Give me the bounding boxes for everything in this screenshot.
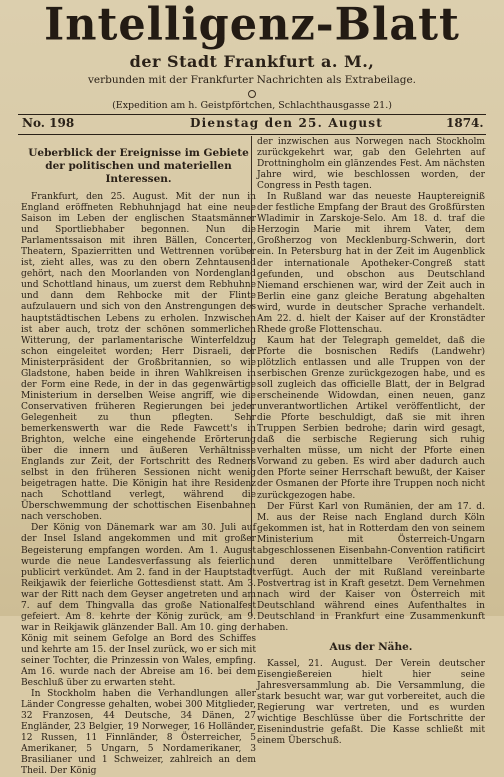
dateline-rule xyxy=(18,134,486,135)
issue-date: Dienstag den 25. August xyxy=(190,116,383,130)
ornament-dot-icon xyxy=(248,90,256,98)
right-paragraph: Kaum hat der Telegraph gemeldet, daß die Pforte die bosnischen Redifs (Landwehr) plötzlich entlassen und alle Truppen von der serbischen Grenze zurückgezogen habe, und es soll zugleich das officielle Blatt, der in Belgrad erscheinende Widowdan, einen neuen, ganz unverantwortlichen Artikel veröffentlicht, der die Pforte beschuldigt, daß sie mit ihren Truppen Serbien bedrohe; darin wird gesagt, daß die serbische Regierung sich ruhig verhalten müsse, um nicht der Pforte einen Vorwand zu geben. Es wird aber dadurch auch den Pforte seiner Herrschaft bewußt, der Kaiser der Osmanen der Pforte ihre Truppen noch nicht zurückgezogen habe. xyxy=(257,335,485,501)
left-paragraph: Der König von Dänemark war am 30. Juli auf der Insel Island angekommen und mit großer Begeisterung empfangen worden. Am 1. August wurde die neue Landesverfassung als feierlich publicirt verkündet. Am 2. fand in der Hauptstadt Reikjawik der feierliche Gottesdienst statt. Am 3. war der Ritt nach dem Geyser angetreten und am 7. auf dem Thingvalla das große Nationalfest gefeiert. Am 8. kehrte der König zurück, am 9. war in Reikjawik glänzender Ball. Am 10. ging der König mit seinem Gefolge an Bord des Schiffes und kehrte am 15. der Insel zurück, wo er sich mit seiner Tochter, die Prinzessin von Wales, empfing. Am 16. wurde nach der Abreise am 16. bei dem Beschluß über zu erwarten steht. xyxy=(21,523,256,689)
masthead-title: Intelligenz-Blatt xyxy=(44,0,460,52)
column-divider xyxy=(251,136,252,616)
dateline xyxy=(0,116,504,134)
masthead-subtitle: der Stadt Frankfurt a. M., xyxy=(129,52,375,71)
right-column xyxy=(257,137,485,747)
issue-year: 1874. xyxy=(446,116,484,130)
left-paragraph: In Stockholm haben die Verhandlungen aller Länder Congresse gehalten, wobei 300 Mitglieder, 32 Franzosen, 44 Deutsche, 34 Dänen, 27 Engländer, 23 Belgier, 19 Norweger, 16 Holländer, 12 Russen, 11 Finnländer, 8 Österreicher, 5 Amerikaner, 5 Ungarn, 5 Nordamerikaner, 3 Brasilianer und 1 Schweizer, zahlreich an dem Theil. Der König xyxy=(21,689,256,777)
right-paragraph: In Rußland war das neueste Hauptereigniß der festliche Empfang der Braut des Großfürsten Wladimir in Zarskoje-Selo. Am 18. d. traf die Herzogin Marie mit ihrem Vater, dem Großherzog von Mecklenburg-Schwerin, dort ein. In Petersburg hat in der Zeit im Augenblick der internationale Apotheker-Congreß statt gefunden, und obschon aus Deutschland Niemand erschienen war, wird der Zeit auch in Berlin eine ganz gleiche Beratung abgehalten wird, wurde in deutscher Sprache verhandelt. Am 22. d. hielt der Kaiser auf der Kronstädter Rhede große Flottenschau. xyxy=(257,192,485,335)
masthead-connection: verbunden mit der Frankfurter Nachrichten als Extrabeilage. xyxy=(87,74,417,86)
masthead-expedition: (Expedition am h. Geistpförtchen, Schlachthausgasse 21.) xyxy=(112,100,392,111)
left-column xyxy=(21,137,256,777)
section-heading: Aus der Nähe. xyxy=(329,641,413,654)
right-paragraph: Der Fürst Karl von Rumänien, der am 17. d. M. aus der Reise nach England durch Köln gekommen ist, hat in Rotterdam den von seinem Ministerium mit Österreich-Ungarn abgeschlossenen Eisenbahn-Convention ratificirt und deren unmittelbare Veröffentlichung verfügt. Auch der mit Rußland vereinbarte Postvertrag ist in Kraft gesetzt. Dem Vernehmen nach wird der Kaiser von Österreich mit Deutschland während eines Aufenthaltes in Deutschland in Frankfurt eine Zusammenkunft haben. xyxy=(257,501,485,634)
top-rule xyxy=(18,114,486,115)
right-paragraph: Kassel, 21. August. Der Verein deutscher Eisengießereien hielt hier seine Jahresversammlung ab. Die Versammlung, die stark besucht war, war gut vorbereitet, auch die Regierung war vertreten, und es wurden wichtige Beschlüsse über die Fortschritte der Eisenindustrie gefaßt. Die Kasse schließt mit einem Überschuß. xyxy=(257,659,485,747)
right-paragraph: der inzwischen aus Norwegen nach Stockholm zurückgekehrt war, gab den Gelehrten auf Drottningholm ein glänzendes Fest. Am nächsten Jahre wird, wie beschlossen worden, der Congress in Pesth tagen. xyxy=(257,137,485,192)
article-heading: Ueberblick der Ereignisse im Gebiete der politischen und materiellen Interessen. xyxy=(28,147,249,185)
left-paragraph: Frankfurt, den 25. August. Mit der nun in England eröffneten Rebhuhnjagd hat eine neue Saison im Leben der englischen Staatsmänner und Sportliebhaber begonnen. Nun die Parlamentssaison mit ihren Bällen, Concerten, Theatern, Spazierritten und Wettrennen vorüber ist, zieht alles, was zu den obern Zehntausend gehört, nach den Moorlanden von Nordengland und Schottland hinaus, um zuerst dem Rebhuhne und dann dem Rehbocke mit der Flinte aufzulauern und sich von den Anstrengungen des hauptstädtischen Lebens zu erholen. Inzwischen ist aber auch, trotz der schönen sommerlichen Witterung, der parlamentarische Winterfeldzug schon eingeleitet worden; Herr Disraeli, der Ministerpräsident der Großbritannien, so wie Gladstone, haben beide in ihren Wahlkreisen in der Form eine Rede, in der in das gegenwärtige Ministerium in derselben Weise angriff, wie die Conservativen früheren Regierungen bei jeder Gelegenheit zu thun pflegten. Sehr bemerkenswerth war die Rede Fawcett's in Brighton, welche eine eingehende Erörterung über die innern und äußeren Verhältnisse Englands zur Zeit, der Fortschritt des Redners selbst in den früheren Sessionen nicht wenig beigetragen hatte. Die Königin hat ihre Residenz nach Schottland verlegt, während die Überschwemmung der schottischen Eisenbahnen nach verschoben. xyxy=(21,192,256,523)
issue-number: No. 198 xyxy=(22,116,75,130)
